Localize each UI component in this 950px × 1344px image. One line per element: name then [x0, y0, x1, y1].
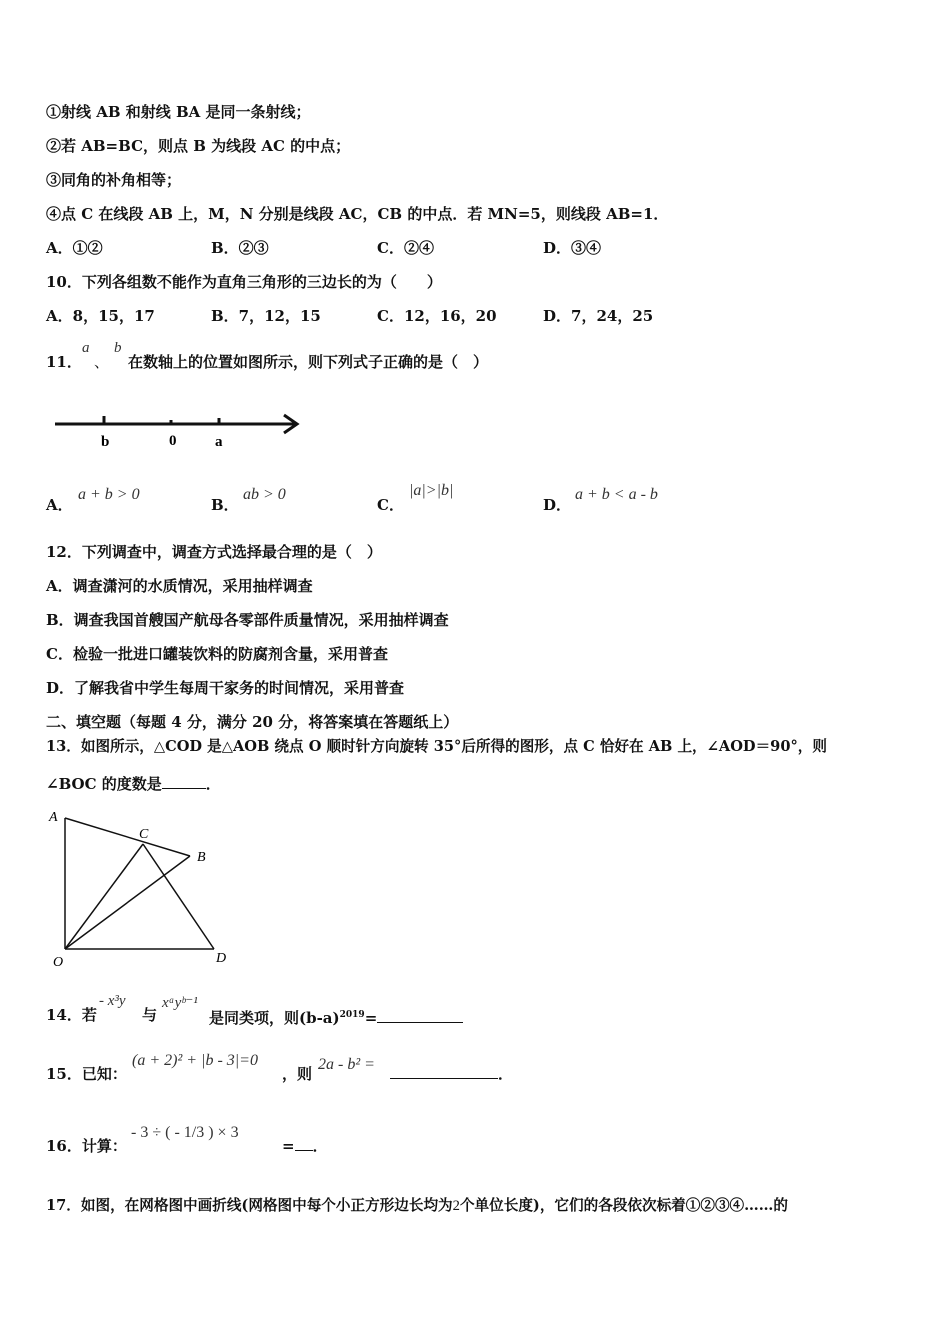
- q14-answer-blank[interactable]: [377, 1022, 463, 1023]
- point-label-b: B: [197, 850, 206, 865]
- q11-option-b-expr: ab > 0: [243, 486, 286, 503]
- q13-question-text: ∠BOC 的度数是: [46, 775, 162, 793]
- q11-var-b: b: [114, 340, 122, 356]
- q11-separator: 、: [94, 353, 110, 371]
- section-heading: 二、填空题（每题 4 分，满分 20 分，将答案填在答题纸上）: [46, 713, 459, 731]
- q11-option-c-expr: |a|>|b|: [409, 482, 454, 499]
- q16-equals: =: [282, 1137, 295, 1155]
- axis-label-0: 0: [169, 433, 177, 449]
- q10-option-b: B．7，12，15: [211, 307, 321, 325]
- q14-mid: 与: [142, 1006, 158, 1024]
- segment-oc: [65, 844, 143, 949]
- q9-option-b: B．②③: [211, 239, 269, 257]
- q14-expr-2: xᵃyᵇ⁻¹: [162, 995, 198, 1011]
- q12-option-d: D．了解我省中学生每周干家务的时间情况，采用普查: [46, 679, 405, 697]
- segment-ob: [65, 856, 190, 949]
- q17-start: 17．如图，在网格图中画折线(网格图中每个小正方形边长均为: [46, 1197, 453, 1214]
- q11-stem: 在数轴上的位置如图所示，则下列式子正确的是（ ）: [128, 353, 489, 371]
- q17-text: [46, 1196, 788, 1216]
- q11-option-c-letter: C．: [377, 496, 404, 514]
- q15-number: 15．已知：: [46, 1065, 127, 1083]
- q10-option-d: D．7，24，25: [543, 307, 654, 325]
- q11-option-d-letter: D．: [543, 496, 572, 514]
- point-label-c: C: [139, 827, 149, 842]
- q13-line-2: [46, 774, 221, 794]
- number-line-figure: [50, 405, 310, 453]
- point-label-d: D: [216, 951, 227, 966]
- rotation-figure: [44, 806, 244, 972]
- q14-number: 14．若: [46, 1006, 97, 1024]
- q15-expression: 2a - b² =: [318, 1056, 375, 1073]
- q15-condition: (a + 2)² + |b - 3|=0: [132, 1052, 258, 1069]
- q9-statement-4: ④点 C 在线段 AB 上，M，N 分别是线段 AC，CB 的中点．若 MN=5，则线段 AB=1．: [46, 205, 669, 223]
- q11-option-d-expr: a + b < a - b: [575, 486, 658, 503]
- q10-option-c: C．12，16，20: [377, 307, 497, 325]
- point-label-o: O: [53, 955, 64, 970]
- segment-ab: [65, 818, 190, 856]
- q14-tail: [209, 1005, 463, 1028]
- q13-line-1: 13．如图所示，△COD 是△AOB 绕点 O 顺时针方向旋转 35°后所得的图形，点 C 恰好在 AB 上，∠AOD＝90°，则: [46, 738, 827, 755]
- axis-label-b: b: [101, 434, 110, 450]
- q16-period: ．: [312, 1137, 328, 1155]
- q17-value: 2: [452, 1198, 460, 1214]
- point-label-a: A: [49, 810, 58, 825]
- q12-option-b: B．调查我国首艘国产航母各零部件质量情况，采用抽样调查: [46, 611, 449, 629]
- q11-option-a-letter: A．: [46, 496, 73, 514]
- q9-option-c: C．②④: [377, 239, 434, 257]
- q9-option-d: D．③④: [543, 239, 602, 257]
- q16-answer-blank[interactable]: [295, 1150, 313, 1151]
- q9-statement-3: ③同角的补角相等；: [46, 171, 182, 189]
- q16-expression: - 3 ÷ ( - 1/3 ) × 3: [131, 1124, 239, 1141]
- q13-answer-blank[interactable]: [162, 788, 206, 789]
- q12-stem: 12．下列调查中，调查方式选择最合理的是（ ）: [46, 543, 382, 561]
- q16-answer-line: [282, 1136, 328, 1156]
- q14-tail-text: 是同类项，则(b-a): [209, 1009, 340, 1027]
- q15-period: ．: [498, 1065, 514, 1083]
- q14-equals: =: [364, 1009, 378, 1027]
- q16-number: 16．计算：: [46, 1137, 127, 1155]
- q9-statement-2: ②若 AB=BC，则点 B 为线段 AC 的中点；: [46, 137, 351, 155]
- q11-var-a: a: [82, 340, 90, 356]
- q12-option-c: C．检验一批进口罐装饮料的防腐剂含量，采用普查: [46, 645, 388, 663]
- q15-answer-blank[interactable]: [390, 1078, 498, 1079]
- axis-label-a: a: [215, 434, 223, 450]
- q14-expr-1: - x³y: [99, 993, 126, 1009]
- q14-exponent: 2019: [339, 1010, 365, 1020]
- q11-number: 11．: [46, 353, 82, 371]
- q10-stem: 10．下列各组数不能作为直角三角形的三边长的为（ ）: [46, 273, 442, 291]
- q10-option-a: A．8，15，17: [46, 307, 155, 325]
- q15-mid: ，则: [282, 1065, 313, 1083]
- q12-option-a: A．调查潇河的水质情况，采用抽样调查: [46, 577, 313, 595]
- q11-option-b-letter: B．: [211, 496, 239, 514]
- q17-end: 个单位长度)，它们的各段依次标着①②③④……的: [459, 1197, 788, 1214]
- q11-option-a-expr: a + b > 0: [78, 486, 140, 503]
- q13-period: ．: [205, 775, 221, 793]
- q15-answer-line: [390, 1064, 513, 1084]
- q9-statement-1: ①射线 AB 和射线 BA 是同一条射线；: [46, 103, 311, 121]
- q9-option-a: A．①②: [46, 239, 103, 257]
